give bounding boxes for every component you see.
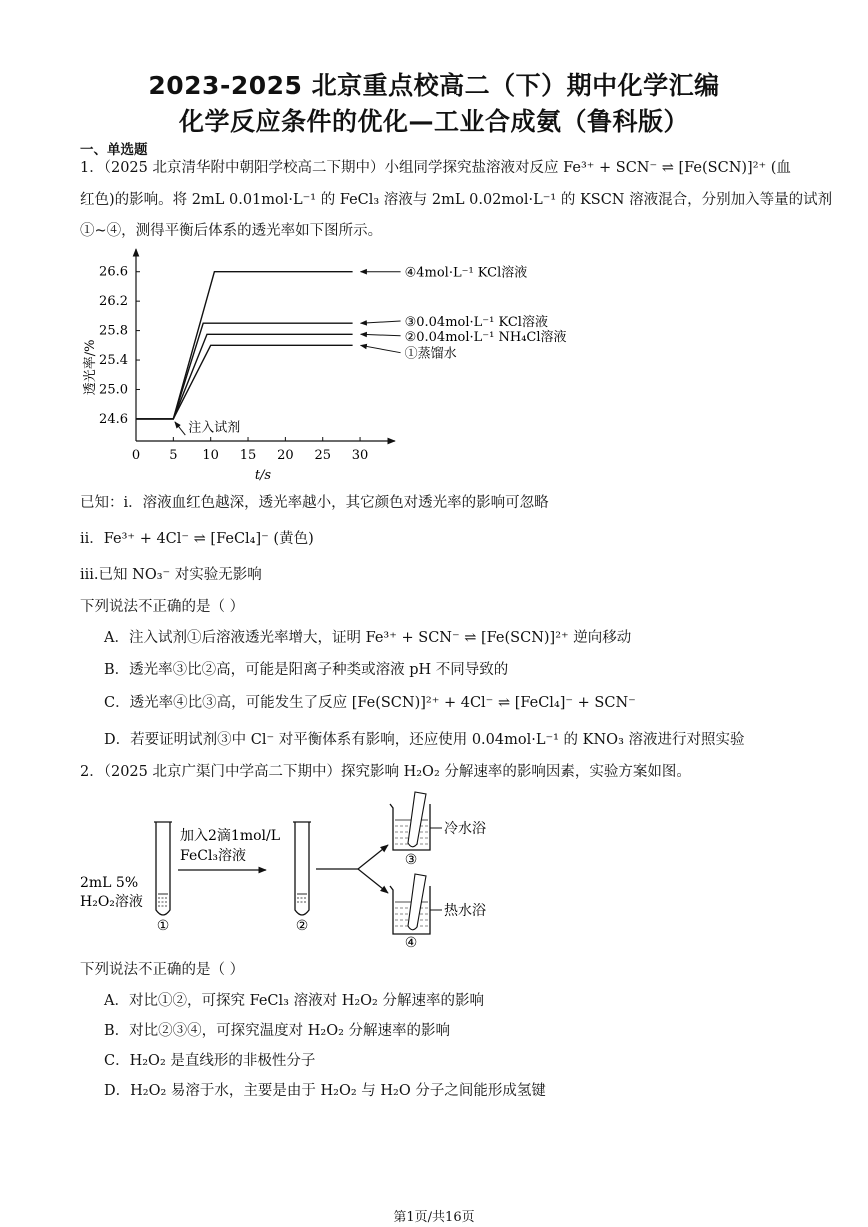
series-label-4: ①蒸馏水 — [404, 346, 457, 362]
series-label-1: ④4mol·L⁻¹ KCl溶液 — [404, 265, 528, 281]
q1-option-a[interactable]: A．注入试剂①后溶液透光率增大，证明 Fe³⁺ + SCN⁻ ⇌ [Fe(SCN)]²⁺ 逆向移动 — [104, 630, 632, 646]
y-tick-label: 25.0 — [99, 382, 128, 398]
series-label-2: ③0.04mol·L⁻¹ KCl溶液 — [404, 315, 548, 331]
y-tick-label: 26.6 — [99, 264, 128, 280]
beaker-hot — [390, 874, 442, 934]
y-tick-label: 25.8 — [99, 323, 128, 339]
injection-annotation: 注入试剂 — [188, 420, 241, 436]
tube-3-label: ③ — [404, 852, 418, 868]
q1-stem: 下列说法不正确的是（ ） — [80, 599, 245, 615]
series-line-2 — [136, 323, 353, 419]
q2-option-c[interactable]: C．H₂O₂ 是直线形的非极性分子 — [104, 1053, 316, 1069]
test-tube-2 — [293, 822, 311, 915]
x-tick-label: 0 — [131, 448, 141, 463]
y-axis-label: 透光率/% — [83, 339, 98, 396]
x-tick-label: 15 — [239, 448, 257, 463]
x-tick-label: 5 — [169, 448, 178, 463]
q1-option-b[interactable]: B．透光率③比②高，可能是阳离子种类或溶液 pH 不同导致的 — [104, 662, 509, 678]
series-pointer-3 — [361, 334, 401, 335]
x-tick-label: 20 — [277, 448, 294, 463]
y-tick-label: 24.6 — [99, 411, 128, 427]
q1-known-1: 已知：i．溶液血红色越深，透光率越小，其它颜色对透光率的影响可忽略 — [80, 495, 549, 511]
x-axis-label: t/s — [254, 468, 272, 483]
series-pointer-4 — [361, 345, 401, 352]
test-tube-1 — [154, 822, 172, 915]
series-line-3 — [136, 334, 353, 419]
tube-2-label: ② — [295, 918, 309, 934]
transmittance-chart — [70, 245, 590, 490]
tube-4-label: ④ — [404, 935, 418, 951]
hot-bath-label: 热水浴 — [444, 903, 486, 919]
q1-line2: 红色)的影响。将 2mL 0.01mol·L⁻¹ 的 FeCl₃ 溶液与 2mL 0.02mol·L⁻¹ 的 KSCN 溶液混合，分别加入等量的试剂 — [80, 192, 833, 208]
beaker-cold — [390, 792, 442, 850]
q1-option-c[interactable]: C．透光率④比③高，可能发生了反应 [Fe(SCN)]²⁺ + 4Cl⁻ ⇌ [FeCl₄]⁻ + SCN⁻ — [104, 695, 636, 711]
x-tick-label: 25 — [314, 448, 331, 463]
x-tick-label: 30 — [351, 448, 369, 463]
q2-stem: 下列说法不正确的是（ ） — [80, 962, 245, 978]
tube-1-label: ① — [156, 918, 170, 934]
q1-option-d[interactable]: D．若要证明试剂③中 Cl⁻ 对平衡体系有影响，还应使用 0.04mol·L⁻¹ 的 KNO₃ 溶液进行对照实验 — [104, 732, 745, 748]
q2-option-b[interactable]: B．对比②③④，可探究温度对 H₂O₂ 分解速率的影响 — [104, 1023, 451, 1039]
cold-bath-label: 冷水浴 — [444, 821, 486, 837]
reagent-line2: FeCl₃溶液 — [180, 848, 247, 864]
series-pointer-2 — [361, 321, 401, 323]
y-tick-label: 26.2 — [99, 294, 128, 310]
page-footer: 第1页/共16页 — [393, 1210, 475, 1225]
q1-known-3: iii.已知 NO₃⁻ 对实验无影响 — [80, 567, 262, 583]
series-line-4 — [136, 345, 353, 419]
q2-line1: 2．（2025 北京广渠门中学高二下期中）探究影响 H₂O₂ 分解速率的影响因素，实验方案如图。 — [80, 764, 691, 780]
start-solution-line2: H₂O₂溶液 — [80, 894, 143, 910]
q2-option-a[interactable]: A．对比①②，可探究 FeCl₃ 溶液对 H₂O₂ 分解速率的影响 — [104, 993, 484, 1009]
section-heading: 一、单选题 — [80, 142, 148, 158]
apparatus-diagram — [70, 790, 530, 955]
q2-option-d[interactable]: D．H₂O₂ 易溶于水，主要是由于 H₂O₂ 与 H₂O 分子之间能形成氢键 — [104, 1083, 546, 1099]
x-tick-label: 10 — [202, 448, 219, 463]
reagent-line1: 加入2滴1mol/L — [180, 828, 281, 844]
q1-line1: 1．（2025 北京清华附中朝阳学校高二下期中）小组同学探究盐溶液对反应 Fe³⁺ + SCN⁻ ⇌ [Fe(SCN)]²⁺ (血 — [80, 160, 791, 176]
q1-known-2: ii．Fe³⁺ + 4Cl⁻ ⇌ [FeCl₄]⁻ (黄色) — [80, 531, 314, 547]
q1-line3: ①~④，测得平衡后体系的透光率如下图所示。 — [80, 223, 383, 239]
page-title-line2: 化学反应条件的优化—工业合成氨（鲁科版） — [178, 107, 689, 136]
injection-pointer — [175, 422, 185, 435]
page-title-line1: 2023-2025 北京重点校高二（下）期中化学汇编 — [148, 71, 720, 100]
y-tick-label: 25.4 — [99, 353, 128, 369]
start-solution-line1: 2mL 5% — [80, 875, 139, 891]
series-label-3: ②0.04mol·L⁻¹ NH₄Cl溶液 — [404, 329, 567, 345]
